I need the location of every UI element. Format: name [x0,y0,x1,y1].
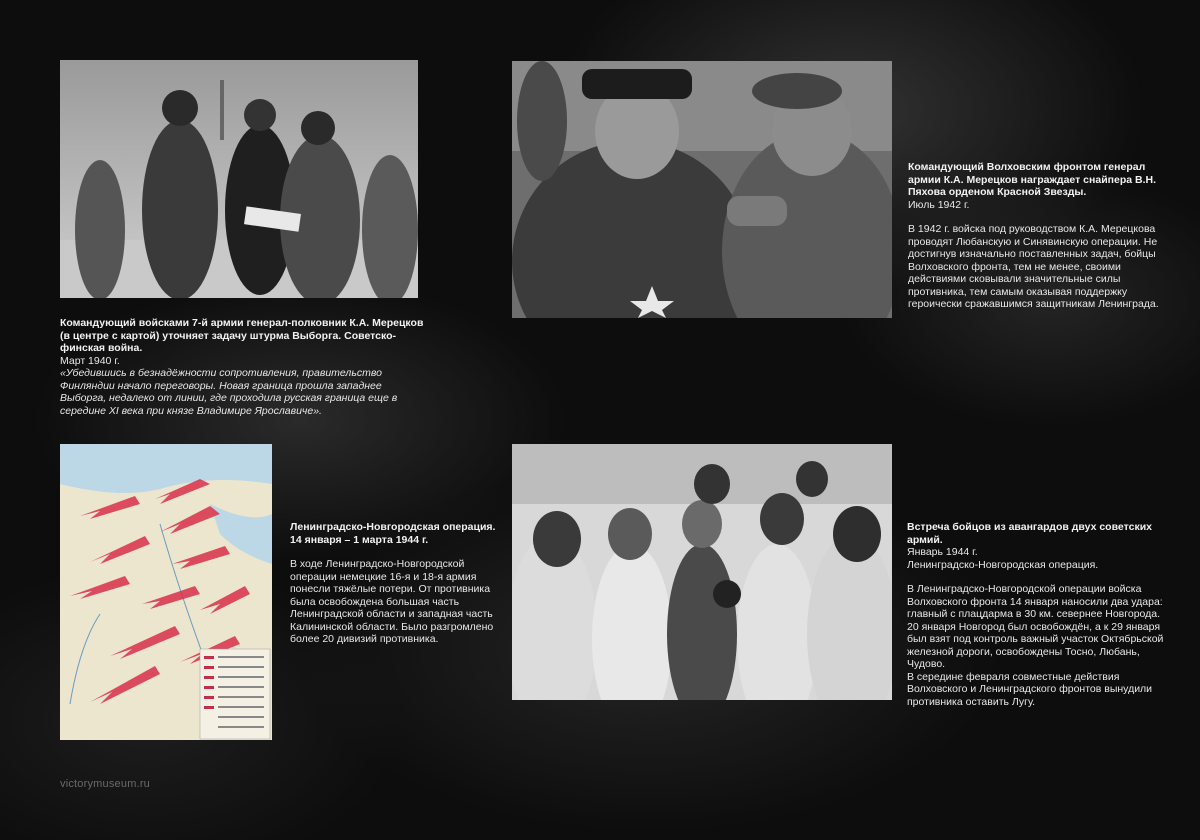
caption-vyborg [60,317,430,417]
caption-vyborg-title: Командующий войсками 7-й армии генерал-полковник К.А. Мерецков (в центре с картой) уточняет задачу штурма Выборга. Советско-финская война. [60,317,424,354]
caption-meeting-subtitle: Ленинградско-Новгородская операция. [907,558,1099,571]
caption-operation-text: В ходе Ленинградско-Новгородской операции немецкие 16-я и 18-я армия понесли тяжёлые потери. От противника была освобождена большая часть Ленинградской области и западная часть Калининской области. Было разгромлено более 20 дивизий противника. [290,558,494,645]
caption-vyborg-quote: «Убедившись в безнадёжности сопротивления, правительство Финляндии начало переговоры. Новая граница прошла западнее Выборга, недалеко от линии, где проходила русская граница еще в середине XI века при князе Владимире Ярославиче». [60,367,398,417]
caption-meeting-text2: В середине февраля совместные действия Волховского и Ленинградского фронтов вынудили противника оставить Лугу. [907,670,1153,708]
caption-award [908,161,1168,311]
caption-operation [290,521,502,646]
photo-meretskov-award [512,61,892,318]
caption-operation-title: Ленинградско-Новгородская операция. 14 января – 1 марта 1944 г. [290,521,496,546]
caption-meeting [907,521,1167,708]
caption-meeting-text1: В Ленинградско-Новгородской операции войска Волховского фронта 14 января наносили два удара: главный с плацдарма в 30 км. севернее Новгорода. 20 января Новгород был освобождён, а к 29 января был взят под контроль важный участок Октябрьской железной дороги, освобождены Тосно, Любань, Чудово. [907,583,1164,670]
site-url: victorymuseum.ru [60,778,150,790]
caption-meeting-date: Январь 1944 г. [907,546,978,558]
photo-meretskov-vyborg [60,60,418,298]
caption-meeting-title: Встреча бойцов из авангардов двух советских армий. [907,521,1152,546]
caption-award-date: Июль 1942 г. [908,198,970,211]
caption-award-text: В 1942 г. войска под руководством К.А. Мерецкова проводят Любанскую и Синявинскую операции. Не достигнув изначально поставленных задач, бойцы Волховского фронта, тем не менее, своими действиями сковывали значительные силы противника, тем самым оказывая поддержку героически сражавшимся защитникам Ленинграда. [908,223,1159,310]
photo-soldiers-meeting [512,444,892,700]
caption-award-title: Командующий Волховским фронтом генерал армии К.А. Мерецков награждает снайпера В.Н. Пяхова орденом Красной Звезды. [908,161,1156,198]
caption-vyborg-date: Март 1940 г. [60,354,120,367]
map-leningrad-novgorod-operation [60,444,272,740]
